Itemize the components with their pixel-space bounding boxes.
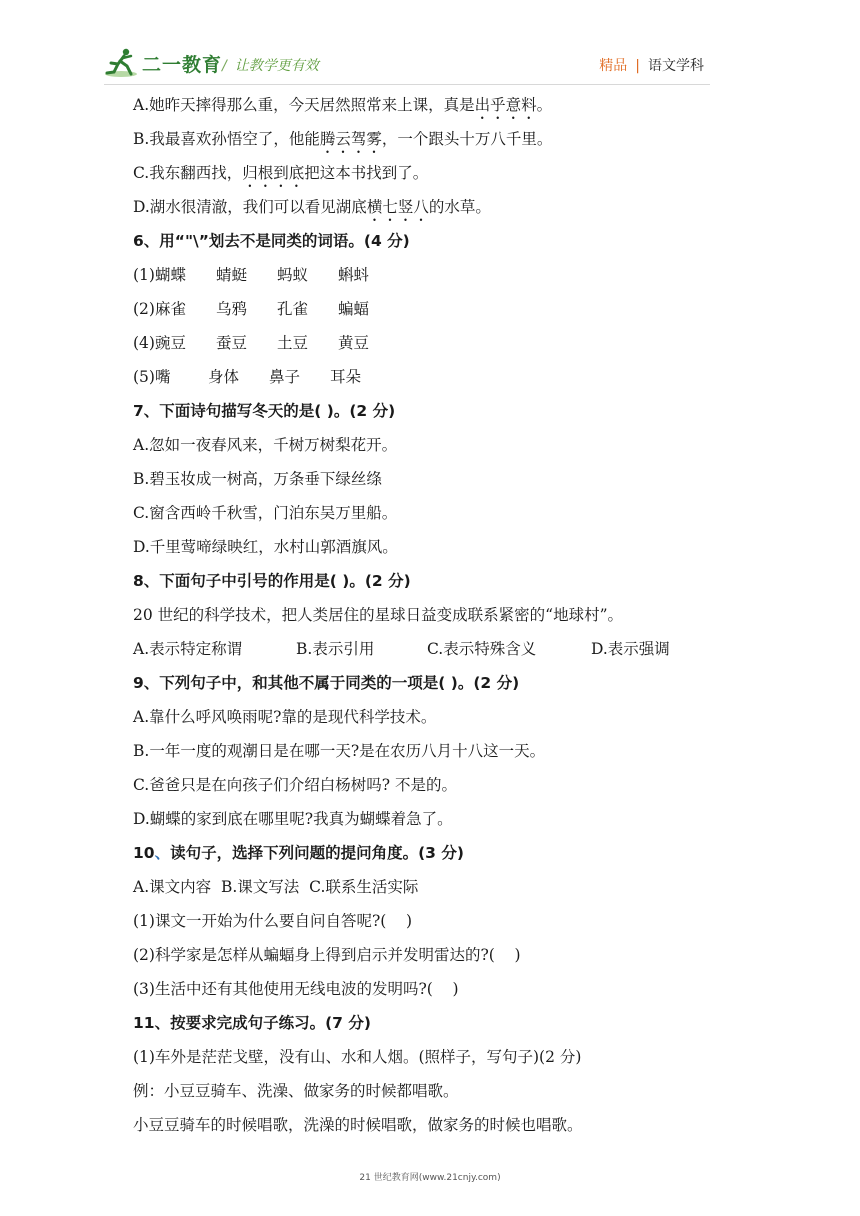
- slogan-text: 让教学更有效: [234, 58, 319, 74]
- q6-row: (5)嘴 身体 鼻子 耳朵: [133, 360, 753, 394]
- page-header: [0, 0, 860, 84]
- running-figure-icon: [104, 47, 138, 79]
- q6-row: (1)蝴蝶 蜻蜓 蚂蚁 蝌蚪: [133, 258, 753, 292]
- tag-divider: |: [635, 58, 640, 74]
- word: 嘴: [154, 368, 171, 386]
- header-rule: [104, 84, 710, 85]
- page-footer: 21 世纪教育网(www.21cnjy.com): [359, 1173, 501, 1183]
- q5-option-c: C.我东翻西找，归根到底把这本书找到了。: [133, 164, 429, 182]
- q7-option-d: D.千里莺啼绿映红，水村山郭酒旗风。: [133, 538, 398, 556]
- q11-example-answer: 小豆豆骑车的时候唱歌，洗澡的时候唱歌，做家务的时候也唱歌。: [133, 1116, 583, 1134]
- q9-option-b: B.一年一度的观潮日是在哪一天?是在农历八月十八这一天。: [133, 742, 546, 760]
- q8-option-c: C.表示特殊含义: [427, 640, 537, 658]
- q10-sentence-1: (1)课文一开始为什么要自问自答呢?( ): [133, 912, 413, 930]
- q9-option-a: A.靠什么呼风唤雨呢?靠的是现代科学技术。: [133, 708, 437, 726]
- q7-option-c: C.窗含西岭千秋雪，门泊东吴万里船。: [133, 504, 398, 522]
- q5-option-d: D.湖水很清澈，我们可以看见湖底横七竖八的水草。: [133, 198, 491, 216]
- q10-sentence-3: (3)生活中还有其他使用无线电波的发明吗?( ): [133, 980, 459, 998]
- worksheet-body: [133, 88, 753, 1142]
- brand-name: 二一教育: [142, 53, 223, 76]
- word: 乌鸦: [215, 300, 247, 318]
- q5-option-a: A.她昨天摔得那么重，今天居然照常来上课，真是出乎意料。: [133, 96, 553, 114]
- q8-option-d: D.表示强调: [591, 640, 670, 658]
- word: 耳朵: [329, 368, 361, 386]
- slogan-separator: /: [222, 58, 227, 74]
- q10-options: A.课文内容 B.课文写法 C.联系生活实际: [133, 878, 419, 896]
- dotted-idiom: 归根到底: [242, 164, 305, 182]
- q5-option-b: B.我最喜欢孙悟空了，他能腾云驾雾，一个跟头十万八千里。: [133, 130, 553, 148]
- q9-option-d: D.蝴蝶的家到底在哪里呢?我真为蝴蝶着急了。: [133, 810, 453, 828]
- q11-example: 例：小豆豆骑车、洗澡、做家务的时候都唱歌。: [133, 1082, 459, 1100]
- dotted-idiom: 腾云驾雾: [319, 130, 382, 148]
- word: 身体: [207, 368, 239, 386]
- quality-tag: 精品: [599, 58, 628, 74]
- q8-option-a: A.表示特定称谓: [133, 640, 243, 658]
- q8-options: [133, 632, 753, 666]
- q9-option-c: C.爸爸只是在向孩子们介绍白杨树吗? 不是的。: [133, 776, 457, 794]
- subject-tags: [599, 55, 704, 75]
- word: 蚂蚁: [276, 266, 308, 284]
- q7-option-a: A.忽如一夜春风来，千树万树梨花开。: [133, 436, 398, 454]
- q11-sentence-1: (1)车外是茫茫戈壁，没有山、水和人烟。(照样子，写句子)(2 分): [133, 1048, 582, 1066]
- word: 蝙蝠: [337, 300, 369, 318]
- q11-title: 11、按要求完成句子练习。(7 分): [133, 1014, 371, 1032]
- q6-row: (4)豌豆 蚕豆 土豆 黄豆: [133, 326, 753, 360]
- word: 蝴蝶: [154, 266, 186, 284]
- slogan: [222, 55, 319, 75]
- brand-logo: [104, 46, 222, 80]
- word: 土豆: [276, 334, 308, 352]
- q6-row: (2)麻雀 乌鸦 孔雀 蝙蝠: [133, 292, 753, 326]
- q8-title: 8、下面句子中引号的作用是( )。(2 分): [133, 572, 411, 590]
- q9-title: 9、下列句子中，和其他不属于同类的一项是( )。(2 分): [133, 674, 520, 692]
- q7-option-b: B.碧玉妆成一树高，万条垂下绿丝绦: [133, 470, 382, 488]
- dotted-idiom: 出乎意料: [474, 96, 537, 114]
- word: 蚕豆: [215, 334, 247, 352]
- word: 麻雀: [154, 300, 186, 318]
- word: 蝌蚪: [337, 266, 369, 284]
- q10-sentence-2: (2)科学家是怎样从蝙蝠身上得到启示并发明雷达的?( ): [133, 946, 521, 964]
- q7-title: 7、下面诗句描写冬天的是( )。(2 分): [133, 402, 396, 420]
- q10-title: 10、读句子，选择下列问题的提问角度。(3 分): [133, 844, 464, 862]
- word: 孔雀: [276, 300, 308, 318]
- q6-title: 6、用“"\”划去不是同类的词语。(4 分): [133, 232, 410, 250]
- dotted-idiom: 横七竖八: [366, 198, 429, 216]
- q8-sentence: 20 世纪的科学技术，把人类居住的星球日益变成联系紧密的“地球村”。: [133, 606, 624, 624]
- word: 蜻蜓: [215, 266, 247, 284]
- word: 黄豆: [337, 334, 369, 352]
- word: 鼻子: [268, 368, 300, 386]
- word: 豌豆: [154, 334, 186, 352]
- subject-tag: 语文学科: [648, 58, 704, 74]
- q8-option-b: B.表示引用: [296, 640, 375, 658]
